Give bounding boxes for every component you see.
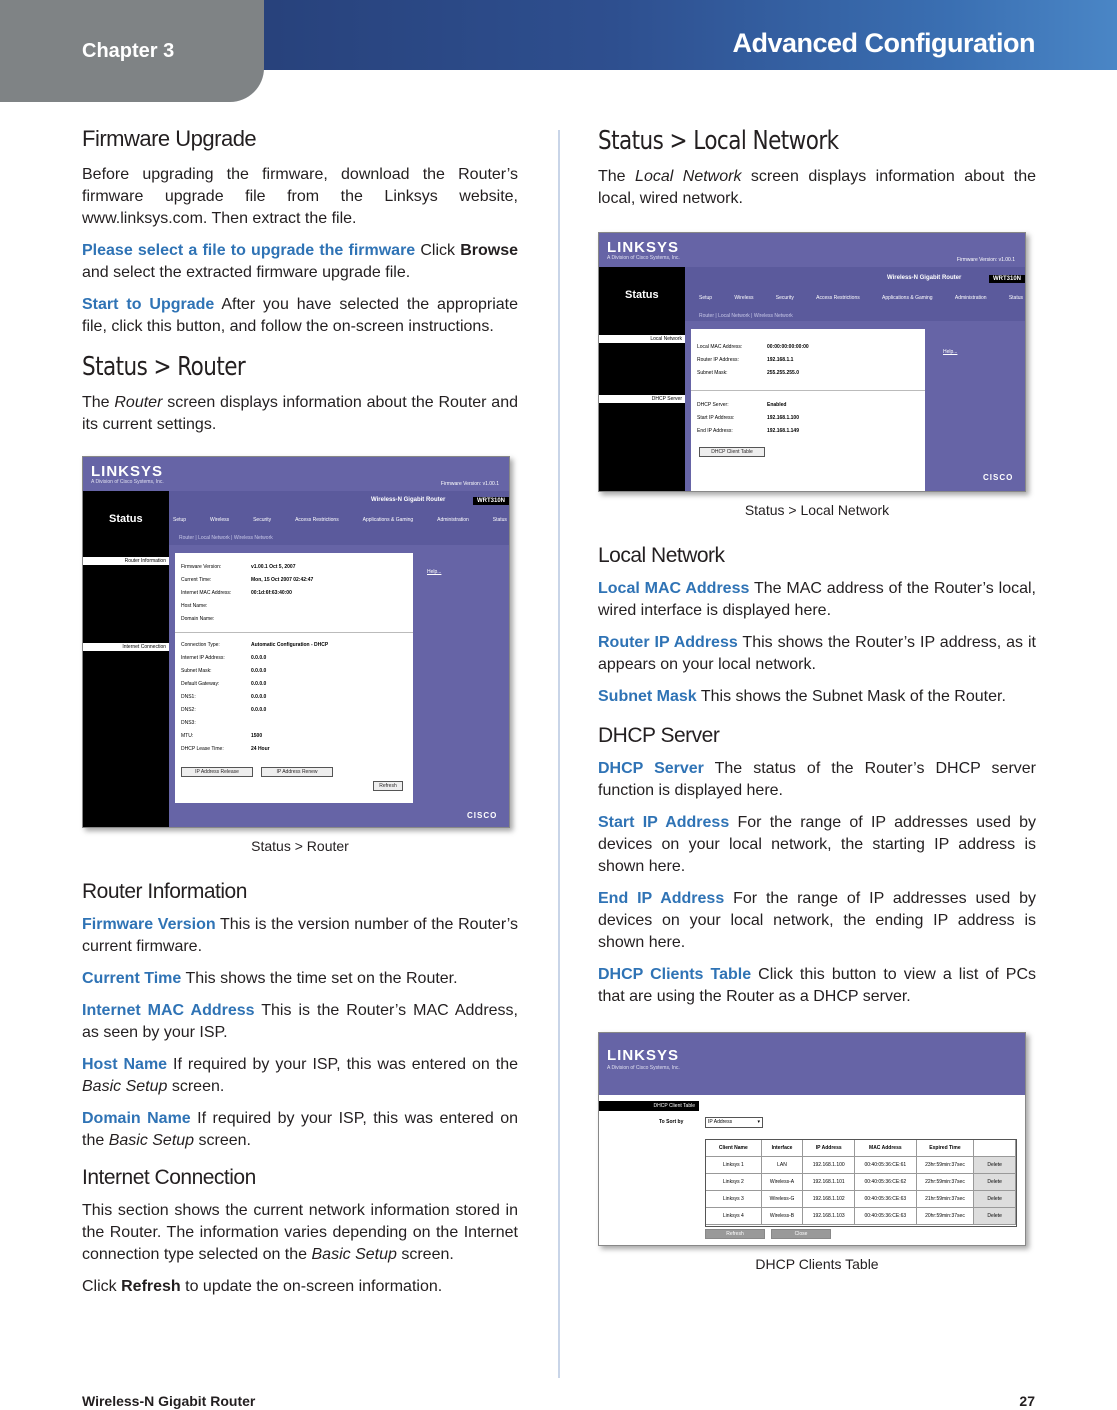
info-row bbox=[697, 425, 925, 438]
table-cell: 22hr:59min:37sec bbox=[917, 1174, 975, 1190]
status-local-heading: Status > Local Network bbox=[598, 126, 839, 156]
tab-status[interactable]: Status bbox=[1008, 295, 1023, 301]
subtabs: Router | Local Network | Wireless Network bbox=[699, 313, 793, 319]
chapter-label: Chapter 3 bbox=[82, 40, 175, 62]
page-number: 27 bbox=[1019, 1393, 1035, 1409]
info-label: Internet MAC Address: bbox=[181, 590, 232, 596]
info-row bbox=[181, 600, 413, 613]
info-value: 255.255.255.0 bbox=[767, 370, 799, 376]
text: This is the version number of the Router’s current firmware. bbox=[82, 916, 519, 955]
status-router-heading: Status > Router bbox=[82, 352, 246, 382]
info-value: Automatic Configuration - DHCP bbox=[251, 642, 329, 648]
info-row bbox=[181, 561, 413, 574]
domain-para bbox=[82, 1108, 518, 1152]
text: to update the on-screen information. bbox=[180, 1278, 443, 1295]
sidebar-router-info: Router Information bbox=[83, 557, 169, 565]
router-screenshot bbox=[82, 456, 510, 828]
info-row bbox=[181, 574, 413, 587]
dhcp-table-caption: DHCP Clients Table bbox=[755, 1256, 879, 1272]
info-label: MTU: bbox=[181, 733, 194, 739]
bold-refresh: Refresh bbox=[121, 1278, 181, 1295]
em: Basic Setup bbox=[108, 1132, 195, 1149]
text: The MAC address of the Router’s local, wired interface is displayed here. bbox=[598, 580, 1037, 619]
info-label: Internet IP Address: bbox=[181, 655, 225, 661]
host-para bbox=[82, 1054, 518, 1098]
dhcp-client-table-button[interactable]: DHCP Client Table bbox=[699, 447, 765, 457]
status-label: Status bbox=[109, 513, 143, 525]
dhcp-rows bbox=[697, 399, 925, 438]
table-header-cell: IP Address bbox=[803, 1140, 855, 1156]
status-router-intro bbox=[82, 392, 518, 436]
table-cell: Linksys 2 bbox=[706, 1174, 762, 1190]
local-network-heading: Local Network bbox=[598, 544, 725, 567]
shot-content bbox=[691, 329, 925, 492]
table-header-cell: Client Name bbox=[706, 1140, 762, 1156]
clients-table-para bbox=[598, 964, 1036, 1008]
firmware-intro: Before upgrading the firmware, download the Router’s firmware upgrade file from the Linksys website, www.linksys.com. Then extract the file. bbox=[82, 166, 518, 227]
term-internet-mac: Internet MAC Address bbox=[82, 1002, 255, 1019]
client-table bbox=[705, 1139, 1017, 1227]
column-divider bbox=[558, 130, 560, 1378]
linksys-logo: LINKSYS bbox=[607, 1047, 680, 1064]
client-table-body bbox=[706, 1140, 1016, 1225]
table-cell: Linksys 3 bbox=[706, 1191, 762, 1207]
page-header bbox=[0, 0, 1117, 102]
info-label: DHCP Server: bbox=[697, 402, 729, 408]
term-domain-name: Domain Name bbox=[82, 1110, 191, 1127]
table-row bbox=[706, 1174, 1016, 1191]
table-header-row bbox=[706, 1140, 1016, 1157]
router-info-heading: Router Information bbox=[82, 880, 247, 903]
em: Basic Setup bbox=[311, 1246, 397, 1263]
firmware-select-para bbox=[82, 240, 518, 284]
text: The status of the Router’s DHCP server function is displayed here. bbox=[598, 760, 1036, 799]
table-cell: 23hr:59min:37sec bbox=[917, 1157, 975, 1173]
status-local-intro bbox=[598, 166, 1036, 210]
left-column bbox=[82, 126, 518, 1308]
info-row bbox=[181, 717, 413, 730]
delete-button[interactable]: Delete bbox=[974, 1174, 1016, 1190]
text: If required by your ISP, this was entered on the bbox=[167, 1056, 519, 1073]
mac-para bbox=[82, 1000, 518, 1044]
info-row bbox=[697, 399, 925, 412]
info-value: 0.0.0.0 bbox=[251, 655, 267, 661]
end-ip-para bbox=[598, 888, 1036, 954]
term-current-time: Current Time bbox=[82, 970, 182, 987]
table-header-cell: Expired Time bbox=[917, 1140, 975, 1156]
conn-rows bbox=[181, 639, 413, 756]
sort-label: To Sort by bbox=[659, 1119, 684, 1125]
em: Basic Setup bbox=[82, 1078, 168, 1095]
term-router-ip: Router IP Address bbox=[598, 634, 738, 651]
table-cell: 00:40:05:36:CE:63 bbox=[855, 1208, 917, 1224]
dhcp-server-para bbox=[598, 758, 1036, 802]
product-name: Wireless-N Gigabit Router bbox=[887, 275, 962, 281]
info-value: 00:1d:6f:63:40:00 bbox=[251, 590, 292, 596]
sidebar-dhcp-server: DHCP Server bbox=[599, 395, 685, 403]
table-cell: 00:40:05:36:CE:63 bbox=[855, 1191, 917, 1207]
info-row bbox=[697, 354, 925, 367]
info-value: 24 Hour bbox=[251, 746, 270, 752]
tab-setup[interactable]: Setup bbox=[173, 517, 187, 523]
text: Click bbox=[415, 242, 461, 259]
info-row bbox=[181, 665, 413, 678]
close-button[interactable]: Close bbox=[771, 1229, 831, 1239]
shot-content bbox=[175, 553, 413, 803]
term-host-name: Host Name bbox=[82, 1056, 168, 1073]
info-value: v1.00.1 Oct 5, 2007 bbox=[251, 564, 296, 570]
info-label: Firmware Version: bbox=[181, 564, 222, 570]
text: screen. bbox=[396, 1246, 454, 1263]
info-row bbox=[181, 587, 413, 600]
tab-wireless[interactable]: Wireless bbox=[734, 295, 754, 301]
info-row bbox=[181, 613, 413, 626]
text: Click this button to view a list of PCs that are using the Router as a DHCP server. bbox=[598, 966, 1036, 1005]
start-ip-para bbox=[598, 812, 1036, 878]
sidebar-internet: Internet Connection bbox=[83, 643, 169, 651]
info-row bbox=[181, 730, 413, 743]
table-header-cell: MAC Address bbox=[855, 1140, 917, 1156]
info-label: Connection Type: bbox=[181, 642, 220, 648]
help-link[interactable]: Help... bbox=[943, 349, 958, 355]
text: For the range of IP addresses used by devices on your local network, the ending IP address is shown here. bbox=[598, 890, 1036, 951]
tab-wireless[interactable]: Wireless bbox=[210, 517, 230, 523]
divider bbox=[691, 390, 925, 391]
model-name: WRT310N bbox=[989, 275, 1025, 283]
info-value: 0.0.0.0 bbox=[251, 707, 267, 713]
firmware-start-para bbox=[82, 294, 518, 338]
tab-security[interactable]: Security bbox=[253, 517, 272, 523]
term-dhcp-server: DHCP Server bbox=[598, 760, 704, 777]
info-label: Host Name: bbox=[181, 603, 208, 609]
text: This section shows the current network information stored in the Router. The information varies depending on the Internet connection type selected on the bbox=[82, 1202, 518, 1263]
info-row bbox=[181, 639, 413, 652]
text: This shows the Subnet Mask of the Router. bbox=[696, 688, 1006, 705]
text: This is the Router’s MAC Address, as seen by your ISP. bbox=[82, 1002, 518, 1041]
info-label: Subnet Mask: bbox=[181, 668, 212, 674]
info-label: DNS3: bbox=[181, 720, 196, 726]
product-name: Wireless-N Gigabit Router bbox=[371, 497, 446, 503]
term-start-ip: Start IP Address bbox=[598, 814, 730, 831]
local-rows bbox=[697, 341, 925, 380]
linksys-logo: LINKSYS bbox=[607, 239, 680, 256]
text: screen displays information about the local, wired network. bbox=[598, 168, 1037, 207]
internet-conn-heading: Internet Connection bbox=[82, 1166, 256, 1189]
table-cell: 00:40:05:36:CE:62 bbox=[855, 1174, 917, 1190]
model-name: WRT310N bbox=[473, 497, 509, 505]
cisco-logo: CISCO bbox=[983, 473, 1014, 482]
refresh-button[interactable]: Refresh bbox=[373, 781, 403, 791]
text: The bbox=[82, 394, 115, 411]
table-cell: Wireless-B bbox=[762, 1208, 804, 1224]
info-value: 0.0.0.0 bbox=[251, 668, 267, 674]
em: Local Network bbox=[635, 168, 742, 185]
tab-security[interactable]: Security bbox=[775, 295, 794, 301]
text: screen. bbox=[167, 1078, 225, 1095]
text: Click bbox=[82, 1278, 122, 1295]
info-value: 00:00:00:00:00:00 bbox=[767, 344, 809, 350]
info-label: Current Time: bbox=[181, 577, 212, 583]
tab-bar bbox=[173, 517, 507, 523]
info-row bbox=[181, 678, 413, 691]
text: The bbox=[598, 168, 636, 185]
divider bbox=[175, 632, 413, 633]
right-column bbox=[598, 126, 1036, 1272]
table-cell: 21hr:59min:37sec bbox=[917, 1191, 975, 1207]
term-subnet-mask: Subnet Mask bbox=[598, 688, 697, 705]
subnet-para bbox=[598, 686, 1036, 708]
ip-release-button[interactable]: IP Address Release bbox=[181, 767, 253, 777]
help-link[interactable]: Help... bbox=[427, 569, 442, 575]
chapter-title: Advanced Configuration bbox=[732, 28, 1035, 58]
bold-browse: Browse bbox=[460, 242, 519, 259]
info-value: Enabled bbox=[767, 402, 787, 408]
delete-button[interactable]: Delete bbox=[974, 1191, 1016, 1207]
term-local-mac: Local MAC Address bbox=[598, 580, 750, 597]
info-row bbox=[181, 743, 413, 756]
tab-admin[interactable]: Administration bbox=[437, 517, 469, 523]
info-row bbox=[181, 704, 413, 717]
info-row bbox=[181, 691, 413, 704]
internet-conn-para bbox=[82, 1200, 518, 1266]
table-cell: 20hr:59min:37sec bbox=[917, 1208, 975, 1224]
refresh-para bbox=[82, 1276, 518, 1298]
info-label: End IP Address: bbox=[697, 428, 733, 434]
local-network-screenshot bbox=[598, 232, 1026, 492]
router-rows bbox=[181, 561, 413, 626]
tab-apps[interactable]: Applications & Gaming bbox=[882, 295, 933, 301]
table-header-cell bbox=[974, 1140, 1016, 1156]
delete-button[interactable]: Delete bbox=[974, 1157, 1016, 1173]
info-value: Mon, 15 Oct 2007 02:42:47 bbox=[251, 577, 314, 583]
text: If required by your ISP, this was entered on the bbox=[82, 1110, 518, 1149]
table-cell: LAN bbox=[762, 1157, 804, 1173]
info-row bbox=[697, 412, 925, 425]
dhcp-clients-screenshot bbox=[598, 1032, 1026, 1246]
fw-ver-label: Firmware Version: v1.00.1 bbox=[956, 257, 1015, 263]
text: This shows the Router’s IP address, as it appears on your local network. bbox=[598, 634, 1036, 673]
info-row bbox=[697, 341, 925, 354]
router-caption: Status > Router bbox=[251, 838, 349, 854]
tab-setup[interactable]: Setup bbox=[699, 295, 713, 301]
info-label: Default Gateway: bbox=[181, 681, 220, 687]
linksys-logo: LINKSYS bbox=[91, 463, 164, 480]
shot-sidebar bbox=[83, 491, 169, 828]
table-row bbox=[706, 1208, 1016, 1225]
term-start-upgrade: Start to Upgrade bbox=[82, 296, 215, 313]
delete-button[interactable]: Delete bbox=[974, 1208, 1016, 1224]
shot-help bbox=[417, 553, 510, 828]
info-label: Start IP Address: bbox=[697, 415, 735, 421]
info-value: 0.0.0.0 bbox=[251, 681, 267, 687]
subtabs: Router | Local Network | Wireless Network bbox=[179, 535, 273, 541]
table-cell: 00:40:05:36:CE:61 bbox=[855, 1157, 917, 1173]
info-label: Domain Name: bbox=[181, 616, 215, 622]
table-cell: Wireless-G bbox=[762, 1191, 804, 1207]
table-row bbox=[706, 1191, 1016, 1208]
info-value: 1500 bbox=[251, 733, 263, 739]
client-table-label: DHCP Client Table bbox=[599, 1101, 699, 1111]
table-cell: 192.168.1.100 bbox=[803, 1157, 855, 1173]
logo-sub: A Division of Cisco Systems, Inc. bbox=[607, 255, 680, 261]
status-label: Status bbox=[625, 289, 659, 301]
info-row bbox=[697, 367, 925, 380]
logo-sub: A Division of Cisco Systems, Inc. bbox=[91, 479, 164, 485]
term-select-file: Please select a file to upgrade the firmware bbox=[82, 242, 416, 259]
refresh-button[interactable]: Refresh bbox=[705, 1229, 765, 1239]
sort-select-value: IP Address bbox=[708, 1119, 733, 1125]
tab-access[interactable]: Access Restrictions bbox=[295, 517, 339, 523]
table-cell: Linksys 4 bbox=[706, 1208, 762, 1224]
shot-topbar bbox=[599, 1033, 1026, 1095]
local-mac-para bbox=[598, 578, 1036, 622]
footer-product: Wireless-N Gigabit Router bbox=[82, 1393, 256, 1409]
term-dhcp-clients-table: DHCP Clients Table bbox=[598, 966, 752, 983]
info-label: Router IP Address: bbox=[697, 357, 739, 363]
local-caption: Status > Local Network bbox=[744, 502, 890, 518]
sort-select[interactable] bbox=[705, 1117, 763, 1128]
router-ip-para bbox=[598, 632, 1036, 676]
info-value: 192.168.1.100 bbox=[767, 415, 799, 421]
info-label: DNS1: bbox=[181, 694, 196, 700]
text: and select the extracted firmware upgrade file. bbox=[82, 264, 411, 281]
tab-status[interactable]: Status bbox=[492, 517, 507, 523]
text: screen displays information about the Router and its current settings. bbox=[82, 394, 519, 433]
fw-para bbox=[82, 914, 518, 958]
em: Router bbox=[114, 394, 163, 411]
info-row bbox=[181, 652, 413, 665]
table-cell: Linksys 1 bbox=[706, 1157, 762, 1173]
table-cell: Wireless-A bbox=[762, 1174, 804, 1190]
fw-ver-label: Firmware Version: v1.00.1 bbox=[440, 481, 499, 487]
tab-bar bbox=[699, 295, 1023, 301]
tab-apps[interactable]: Applications & Gaming bbox=[362, 517, 414, 523]
sidebar-local-network: Local Network bbox=[599, 335, 685, 343]
info-label: DHCP Lease Time: bbox=[181, 746, 224, 752]
dhcp-heading: DHCP Server bbox=[598, 724, 720, 747]
term-fw-version: Firmware Version bbox=[82, 916, 216, 933]
text: After you have selected the appropriate file, click this button, and follow the on-screen instructions. bbox=[82, 296, 518, 335]
table-header-cell: Interface bbox=[762, 1140, 804, 1156]
info-value: 192.168.1.1 bbox=[767, 357, 794, 363]
table-cell: 192.168.1.101 bbox=[803, 1174, 855, 1190]
info-label: Local MAC Address: bbox=[697, 344, 743, 350]
logo-sub: A Division of Cisco Systems, Inc. bbox=[607, 1065, 680, 1071]
info-value: 0.0.0.0 bbox=[251, 694, 267, 700]
text: This shows the time set on the Router. bbox=[181, 970, 458, 987]
text: screen. bbox=[194, 1132, 251, 1149]
table-row bbox=[706, 1157, 1016, 1174]
text: For the range of IP addresses used by devices on your local network, the starting IP address is shown here. bbox=[598, 814, 1036, 875]
table-cell: 192.168.1.102 bbox=[803, 1191, 855, 1207]
tab-access[interactable]: Access Restrictions bbox=[816, 295, 860, 301]
tab-admin[interactable]: Administration bbox=[954, 295, 987, 301]
time-para bbox=[82, 968, 518, 990]
table-cell: 192.168.1.103 bbox=[803, 1208, 855, 1224]
chevron-down-icon: ▾ bbox=[757, 1119, 760, 1125]
firmware-heading: Firmware Upgrade bbox=[82, 126, 257, 151]
info-label: DNS2: bbox=[181, 707, 196, 713]
cisco-logo: CISCO bbox=[467, 811, 498, 820]
ip-renew-button[interactable]: IP Address Renew bbox=[261, 767, 333, 777]
info-label: Subnet Mask: bbox=[697, 370, 728, 376]
info-value: 192.168.1.149 bbox=[767, 428, 799, 434]
term-end-ip: End IP Address bbox=[598, 890, 725, 907]
